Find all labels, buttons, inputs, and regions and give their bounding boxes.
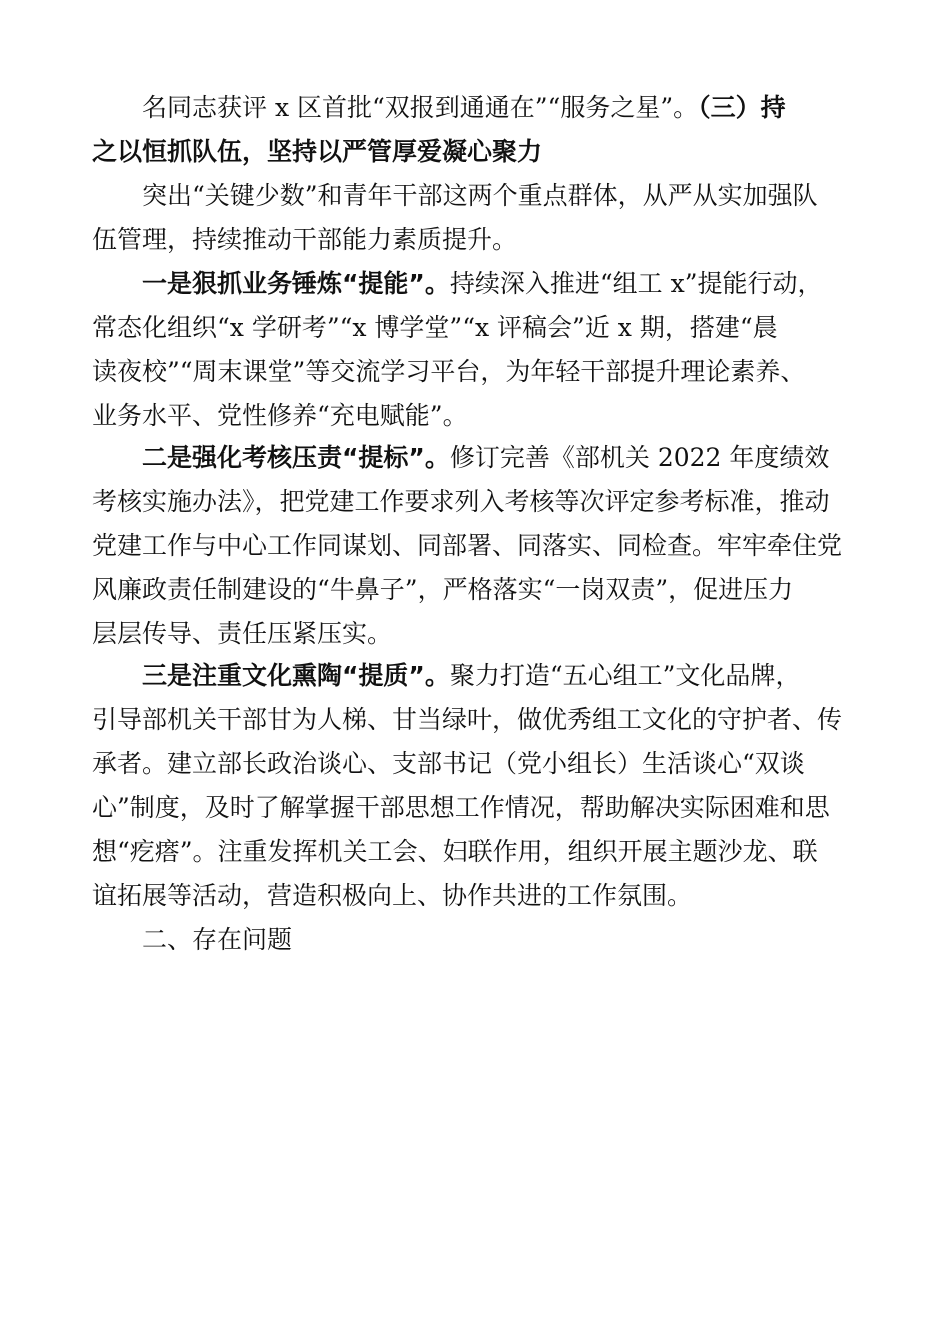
body-text: 修订完善《部机关 2022 年度绩效 bbox=[449, 443, 830, 472]
section-subheading: （三）持 bbox=[698, 93, 786, 122]
body-text: 名同志获评 x 区首批“双报到通通在”“服务之星”。 bbox=[142, 93, 699, 122]
paragraph-line bbox=[142, 658, 862, 694]
paragraph-line: 层层传导、责任压紧压实。 bbox=[92, 619, 393, 648]
paragraph-line: 承者。建立部长政治谈心、支部书记（党小组长）生活谈心“双谈 bbox=[92, 749, 805, 778]
paragraph-line: 考核实施办法》，把党建工作要求列入考核等次评定参考标准，推动 bbox=[92, 487, 830, 516]
body-text: 聚力打造“五心组工”文化品牌， bbox=[449, 661, 801, 690]
paragraph-line: 引导部机关干部甘为人梯、甘当绿叶，做优秀组工文化的守护者、传 bbox=[92, 705, 843, 734]
bold-lead: 三是注重文化熏陶“提质”。 bbox=[142, 661, 450, 690]
paragraph-line bbox=[142, 266, 862, 302]
paragraph-line: 伍管理，持续推动干部能力素质提升。 bbox=[92, 225, 518, 254]
body-text: 持续深入推进“组工 x”提能行动， bbox=[449, 269, 823, 298]
paragraph-line: 读夜校”“周末课堂”等交流学习平台，为年轻干部提升理论素养、 bbox=[92, 357, 806, 386]
paragraph-line: 想“疙瘩”。注重发挥机关工会、妇联作用，组织开展主题沙龙、联 bbox=[92, 837, 818, 866]
paragraph-line: 党建工作与中心工作同谋划、同部署、同落实、同检查。牢牢牵住党 bbox=[92, 531, 843, 560]
paragraph-line: 风廉政责任制建设的“牛鼻子”，严格落实“一岗双责”，促进压力 bbox=[92, 575, 794, 604]
section-subheading-line: 之以恒抓队伍，坚持以严管厚爱凝心聚力 bbox=[92, 137, 543, 166]
paragraph-line: 心”制度，及时了解掌握干部思想工作情况，帮助解决实际困难和思 bbox=[92, 793, 830, 822]
paragraph-line: 常态化组织“x 学研考”“x 博学堂”“x 评稿会”近 x 期，搭建“晨 bbox=[92, 313, 778, 342]
paragraph-line: 业务水平、党性修养“充电赋能”。 bbox=[92, 401, 468, 430]
paragraph-line: 突出“关键少数”和青年干部这两个重点群体，从严从实加强队 bbox=[142, 181, 818, 210]
bold-lead: 一是狠抓业务锤炼“提能”。 bbox=[142, 269, 450, 298]
paragraph-line bbox=[142, 90, 862, 126]
bold-lead: 二是强化考核压责“提标”。 bbox=[142, 443, 450, 472]
paragraph-line: 谊拓展等活动，营造积极向上、协作共进的工作氛围。 bbox=[92, 881, 693, 910]
section-heading: 二、存在问题 bbox=[142, 925, 293, 954]
paragraph-line bbox=[142, 440, 862, 476]
